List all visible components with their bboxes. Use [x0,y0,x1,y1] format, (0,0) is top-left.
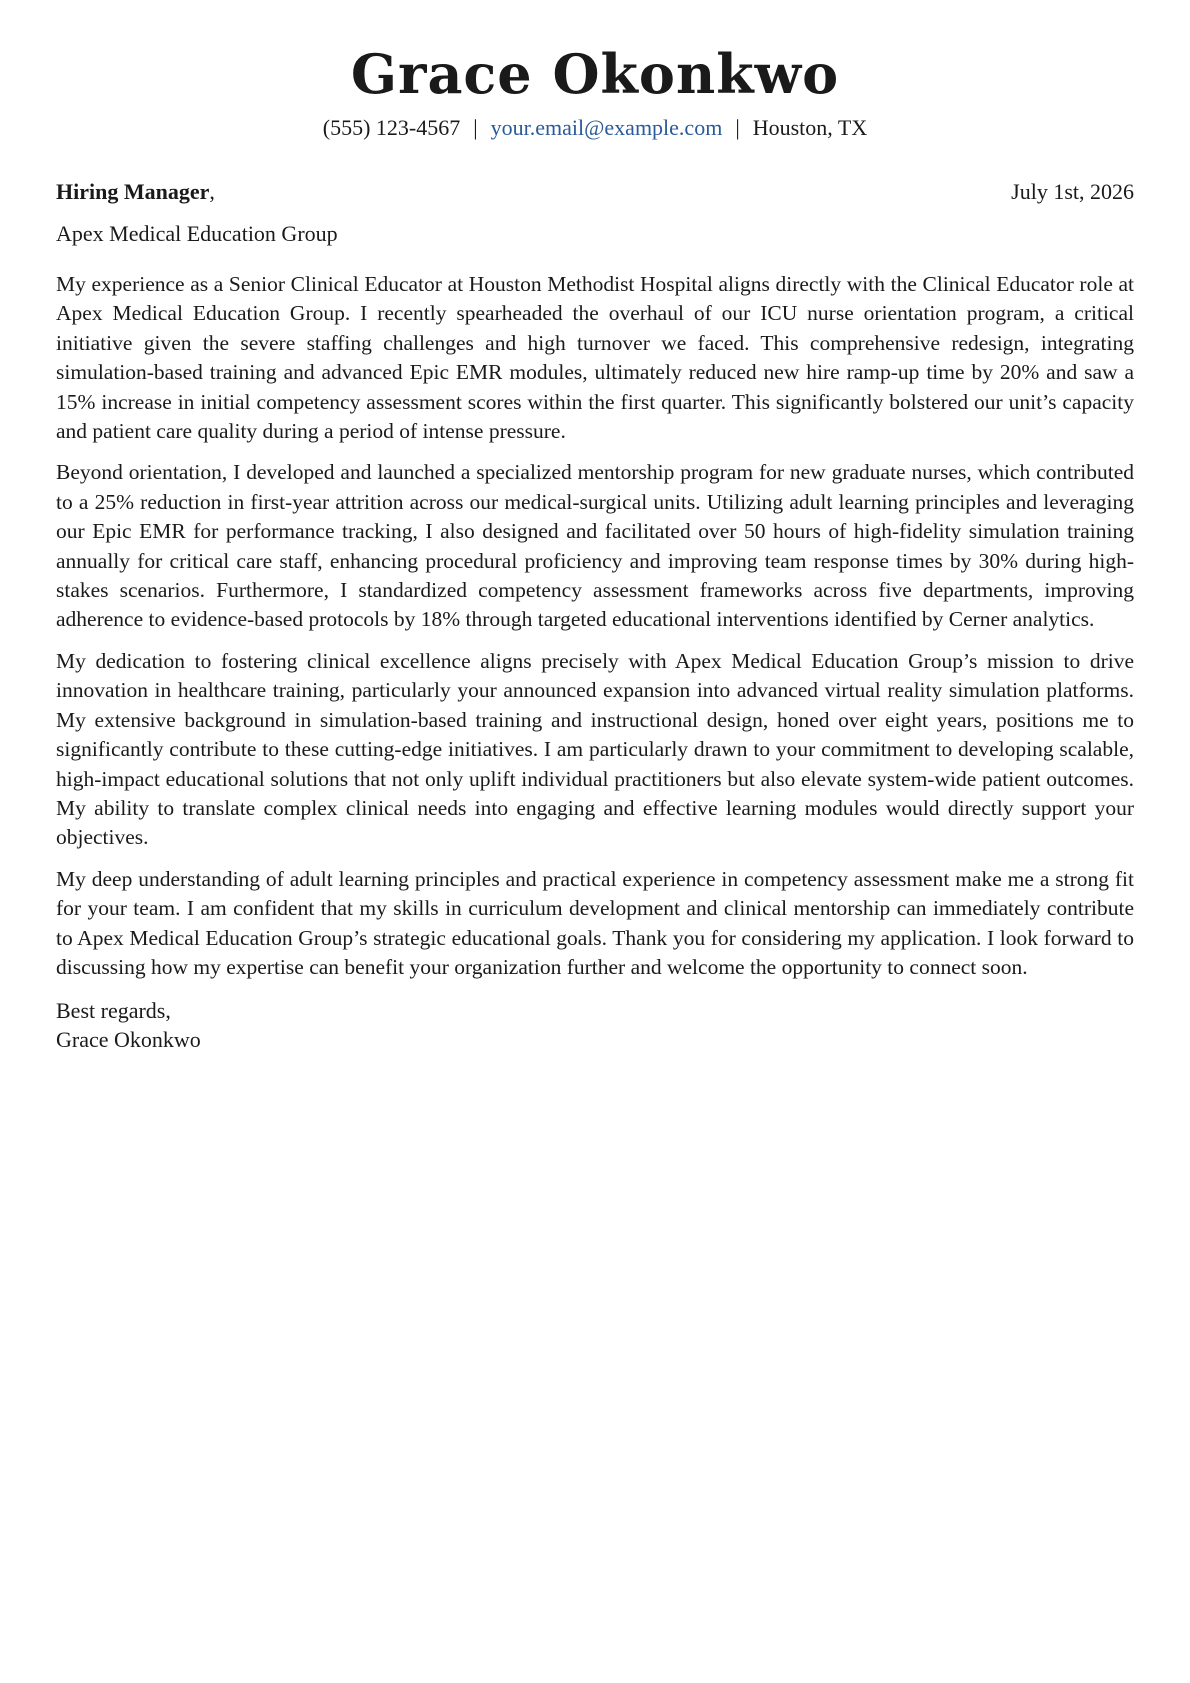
body-paragraph: Beyond orientation, I developed and launched a specialized mentorship program for new graduate nurses, which contributed to a 25% reduction in first-year attrition across our medical-surgical units. Utilizing adult learning principles and leveraging our Epic EMR for performance tracking, I also designed and facilitated over 50 hours of high-fidelity simulation training annually for critical care staff, enhancing procedural proficiency and improving team response times by 30% during high-stakes scenarios. Furthermore, I standardized competency assessment frameworks across five departments, improving adherence to evidence-based protocols by 18% through targeted educational interventions identified by Cerner analytics. [56,460,1134,632]
contact-separator: | [473,115,478,140]
closing-signature: Grace Okonkwo [56,1027,201,1053]
email-link[interactable]: your.email@example.com [490,115,723,140]
recipient-name: Hiring Manager [56,179,210,204]
body-paragraph: My dedication to fostering clinical excellence aligns precisely with Apex Medical Education Group’s mission to drive innovation in healthcare training, particularly your announced expansion into advanced virtual reality simulation platforms. My extensive background in simulation-based training and instructional design, honed over eight years, positions me to significantly contribute to these cutting-edge initiatives. I am particularly drawn to your commitment to developing scalable, high-impact educational solutions that not only uplift individual practitioners but also elevate system-wide patient outcomes. My ability to translate complex clinical needs into engaging and effective learning modules would directly support your objectives. [56,648,1134,850]
recipient-name-suffix: , [209,179,215,204]
body-paragraph: My experience as a Senior Clinical Educator at Houston Methodist Hospital aligns directly with the Clinical Educator role at Apex Medical Education Group. I recently spearheaded the overhaul of our ICU nurse orientation program, a critical initiative given the severe staffing challenges and high turnover we faced. This comprehensive redesign, integrating simulation-based training and advanced Epic EMR modules, ultimately reduced new hire ramp-up time by 20% and saw a 15% increase in initial competency assessment scores within the first quarter. This significantly bolstered our unit’s capacity and patient care quality during a period of intense pressure. [56,272,1134,444]
recipient-company: Apex Medical Education Group [56,221,338,246]
recipient-row [56,178,1134,206]
letter-date: July 1st, 2026 [1011,179,1134,204]
letter-header [56,0,1134,142]
recipient-block [56,178,215,206]
location: Houston, TX [752,115,868,140]
contact-line [56,114,1134,142]
letter-closing [56,996,1134,1054]
closing-salutation: Best regards, [56,998,171,1024]
body-paragraph: My deep understanding of adult learning principles and practical experience in competency assessment make me a strong fit for your team. I am confident that my skills in curriculum development and clinical mentorship can immediately contribute to Apex Medical Education Group’s strategic educational goals. Thank you for considering my application. I look forward to discussing how my expertise can benefit your organization further and welcome the opportunity to connect soon. [56,866,1134,979]
letter-body [56,270,1134,982]
contact-separator: | [735,115,740,140]
phone-number: (555) 123-4567 [322,115,461,140]
applicant-name: Grace Okonkwo [350,42,840,106]
